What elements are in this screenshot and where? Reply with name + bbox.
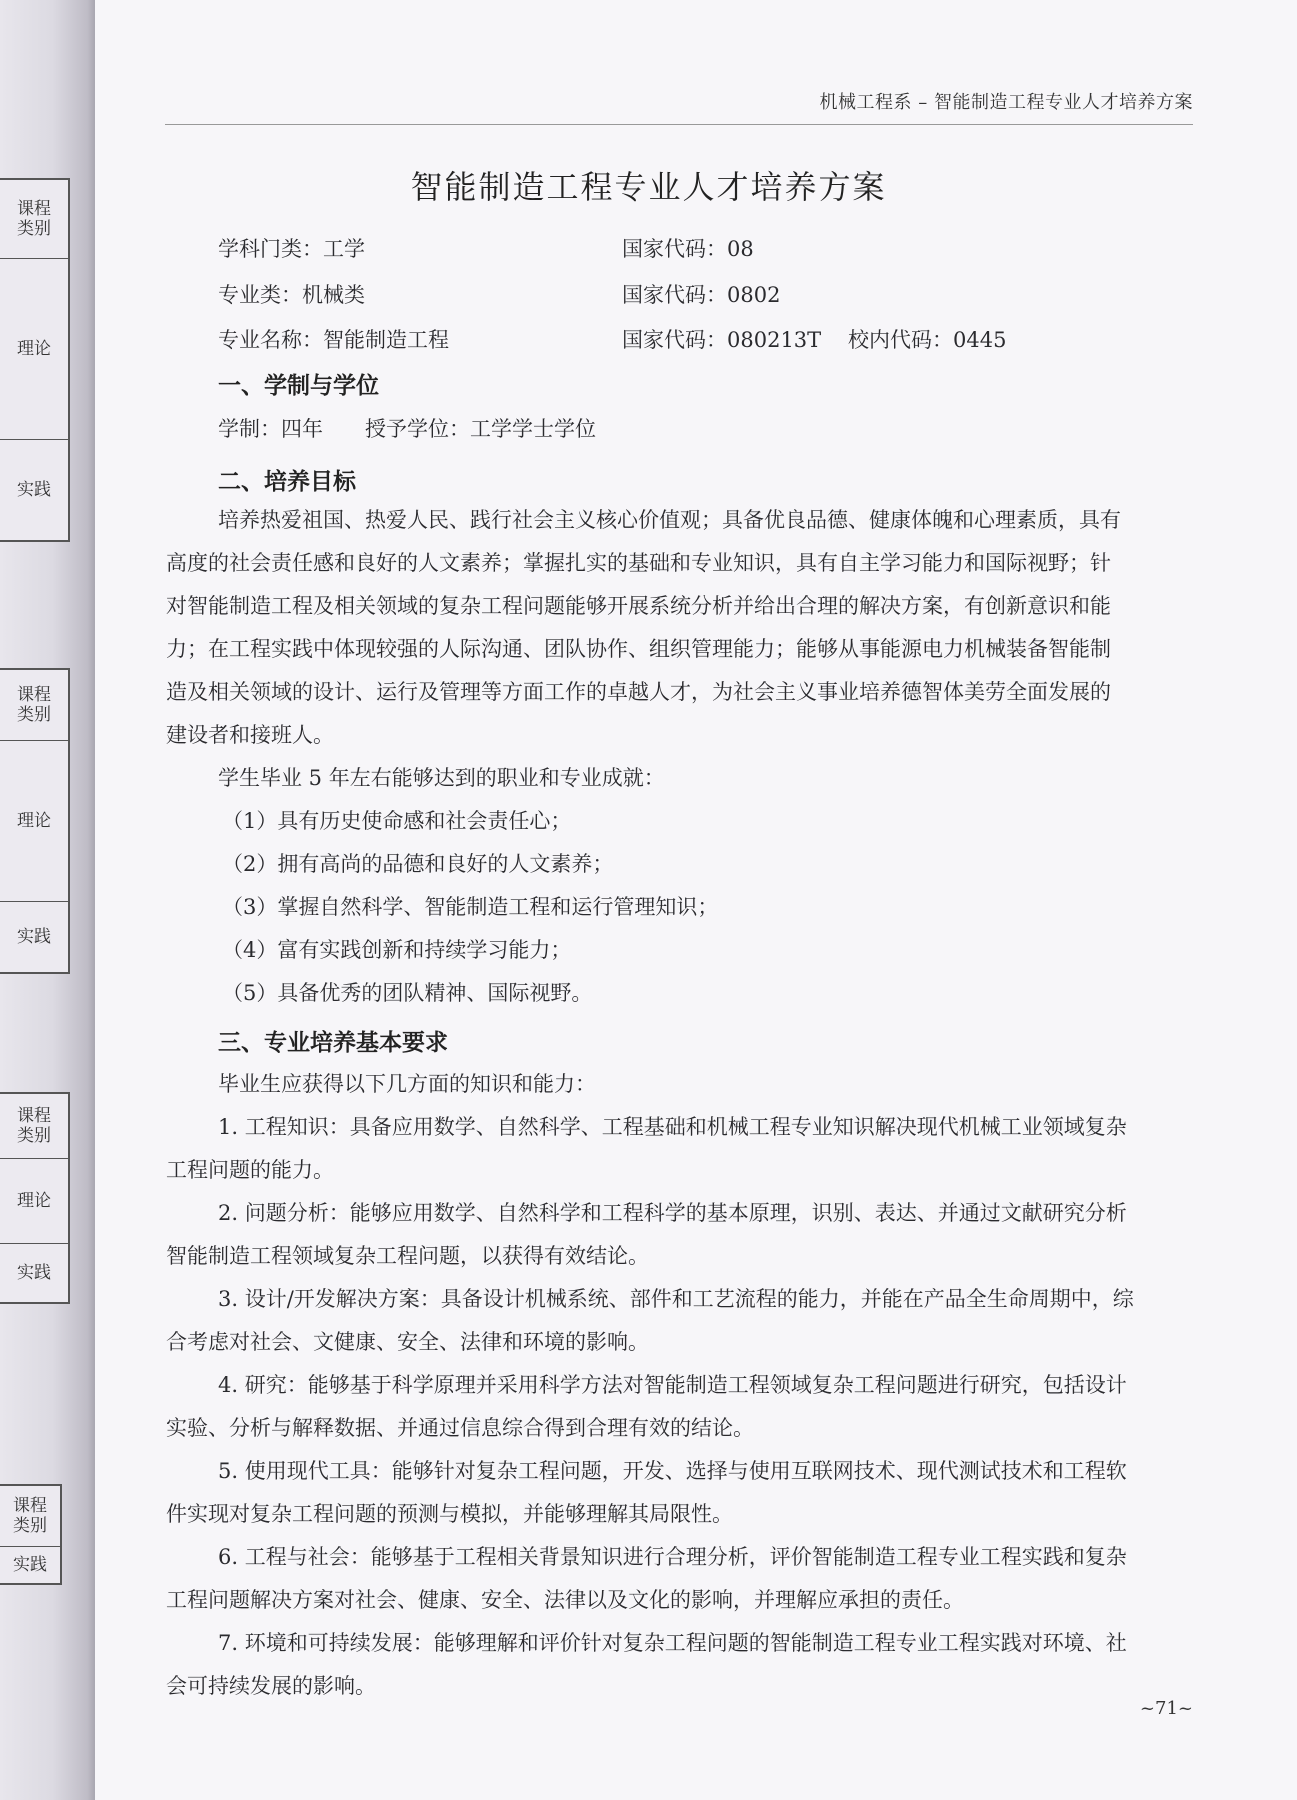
requirements-intro: 毕业生应获得以下几方面的知识和能力：	[218, 1072, 596, 1096]
objective-para-line: 建设者和接班人。	[166, 723, 334, 747]
side-cell-practice: 实践	[13, 1554, 47, 1575]
requirement-line: 7. 环境和可持续发展：能够理解和评价针对复杂工程问题的智能制造工程专业工程实践对环境、社	[218, 1631, 1127, 1655]
section-1-text: 学制：四年 授予学位：工学学士学位	[218, 417, 596, 441]
requirement-line: 2. 问题分析：能够应用数学、自然科学和工程科学的基本原理，识别、表达、并通过文献研究分析	[218, 1201, 1127, 1225]
side-cell-theory: 理论	[0, 259, 68, 440]
objective-intro: 学生毕业 5 年左右能够达到的职业和专业成就：	[218, 766, 665, 790]
objective-para-line: 培养热爱祖国、热爱人民、践行社会主义核心价值观；具备优良品德、健康体魄和心理素质，具有	[218, 508, 1121, 532]
running-header: 机械工程系 – 智能制造工程专业人才培养方案	[819, 92, 1193, 113]
requirement-line: 1. 工程知识：具备应用数学、自然科学、工程基础和机械工程专业知识解决现代机械工业领域复杂	[218, 1115, 1127, 1139]
requirement-line: 智能制造工程领域复杂工程问题，以获得有效结论。	[166, 1244, 649, 1268]
side-cell-practice: 实践	[17, 1262, 51, 1283]
objective-item: （5）具备优秀的团队精神、国际视野。	[222, 981, 593, 1005]
side-cell-category: 课程 类别	[0, 1486, 60, 1547]
objective-item: （2）拥有高尚的品德和良好的人文素养；	[222, 852, 614, 876]
meta-category-code: 国家代码：0802	[622, 283, 781, 307]
side-cell-practice: 实践	[17, 479, 51, 500]
requirement-line: 实验、分析与解释数据、并通过信息综合得到合理有效的结论。	[166, 1416, 754, 1440]
requirement-line: 4. 研究：能够基于科学原理并采用科学方法对智能制造工程领域复杂工程问题进行研究，包括设计	[218, 1373, 1127, 1397]
meta-category: 专业类：机械类	[218, 283, 365, 307]
requirement-line: 会可持续发展的影响。	[166, 1674, 376, 1698]
meta-major-code: 国家代码：080213T	[622, 328, 822, 352]
side-table-2	[0, 668, 70, 974]
section-heading-1: 一、学制与学位	[218, 373, 379, 399]
side-table-3	[0, 1092, 70, 1304]
meta-major: 专业名称：智能制造工程	[218, 328, 449, 352]
objective-item: （4）富有实践创新和持续学习能力；	[222, 938, 572, 962]
section-heading-2: 二、培养目标	[218, 469, 356, 495]
side-table-1	[0, 178, 70, 542]
objective-para-line: 力；在工程实践中体现较强的人际沟通、团队协作、组织管理能力；能够从事能源电力机械装备智能制	[166, 637, 1111, 661]
meta-school-code: 校内代码：0445	[848, 328, 1007, 352]
requirement-line: 5. 使用现代工具：能够针对复杂工程问题，开发、选择与使用互联网技术、现代测试技术和工程软	[218, 1459, 1127, 1483]
objective-para-line: 对智能制造工程及相关领域的复杂工程问题能够开展系统分析并给出合理的解决方案，有创新意识和能	[166, 594, 1111, 618]
side-cell-category: 课程 类别	[0, 180, 68, 259]
requirement-line: 工程问题的能力。	[166, 1158, 334, 1182]
requirement-line: 3. 设计/开发解决方案：具备设计机械系统、部件和工艺流程的能力，并能在产品全生命周期中，综	[218, 1287, 1134, 1311]
objective-para-line: 高度的社会责任感和良好的人文素养；掌握扎实的基础和专业知识，具有自主学习能力和国际视野；针	[166, 551, 1111, 575]
meta-discipline-code: 国家代码：08	[622, 237, 754, 261]
side-cell-category: 课程 类别	[0, 670, 68, 741]
objective-item: （1）具有历史使命感和社会责任心；	[222, 809, 572, 833]
side-cell-theory: 理论	[0, 1159, 68, 1244]
section-heading-3: 三、专业培养基本要求	[218, 1030, 448, 1056]
requirement-line: 件实现对复杂工程问题的预测与模拟，并能够理解其局限性。	[166, 1502, 733, 1526]
page-number: ~71~	[1139, 1698, 1193, 1719]
side-table-4	[0, 1484, 62, 1585]
side-cell-practice: 实践	[17, 926, 51, 947]
page-title: 智能制造工程专业人才培养方案	[410, 168, 887, 206]
objective-para-line: 造及相关领域的设计、运行及管理等方面工作的卓越人才，为社会主义事业培养德智体美劳全面发展的	[166, 680, 1111, 704]
requirement-line: 工程问题解决方案对社会、健康、安全、法律以及文化的影响，并理解应承担的责任。	[166, 1588, 964, 1612]
objective-item: （3）掌握自然科学、智能制造工程和运行管理知识；	[222, 895, 719, 919]
side-cell-theory: 理论	[0, 741, 68, 902]
side-cell-category: 课程 类别	[0, 1094, 68, 1159]
header-rule	[165, 124, 1193, 125]
requirement-line: 6. 工程与社会：能够基于工程相关背景知识进行合理分析，评价智能制造工程专业工程实践和复杂	[218, 1545, 1127, 1569]
requirement-line: 合考虑对社会、文健康、安全、法律和环境的影响。	[166, 1330, 649, 1354]
meta-discipline: 学科门类：工学	[218, 237, 365, 261]
